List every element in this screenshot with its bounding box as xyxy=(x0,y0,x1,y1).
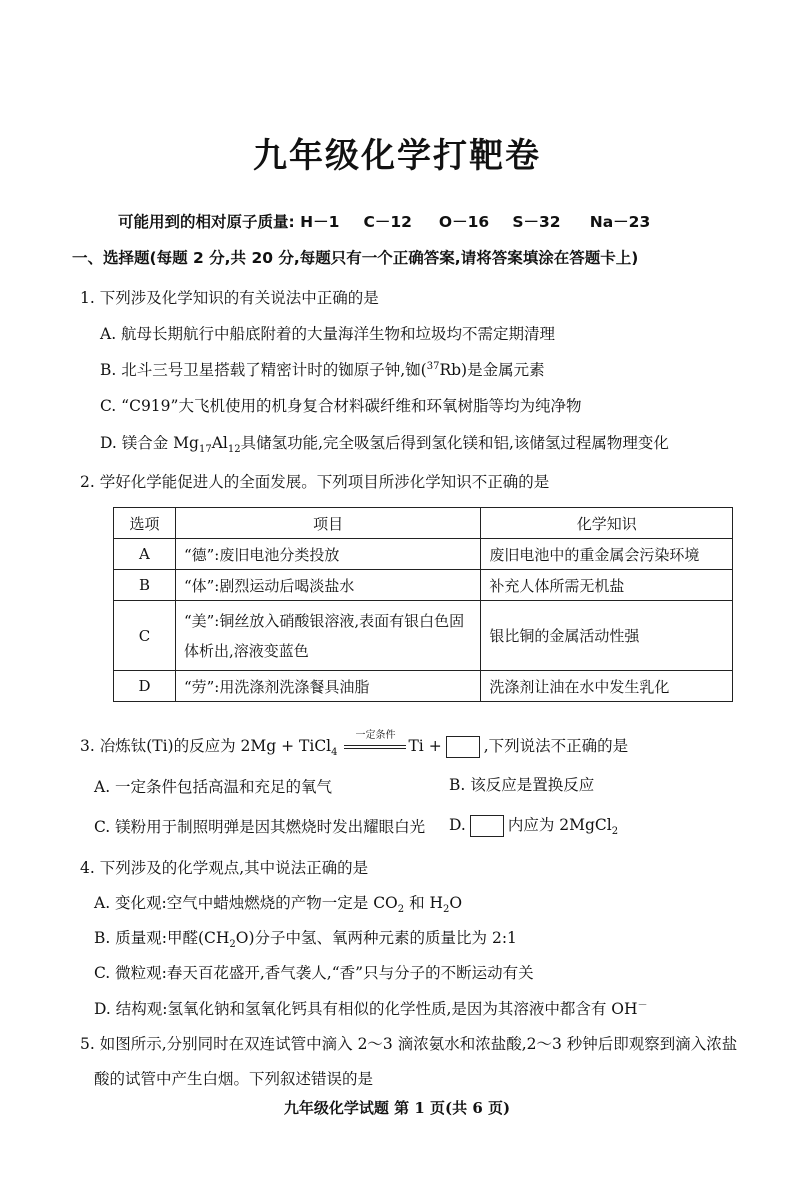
question-3-stem: 3. 冶炼钛(Ti)的反应为 2Mg + TiCl$_4$ 一定条件 Ti + ,下列说法不正确的是 xyxy=(80,730,629,759)
table-cell-option: A xyxy=(114,539,176,570)
table-header: 选项 xyxy=(114,508,176,539)
atomic-mass-item: C－12 xyxy=(363,213,412,231)
question-3-option-b: B. 该反应是置换反应 xyxy=(449,776,595,794)
section-heading: 一、选择题(每题 2 分,共 20 分,每题只有一个正确答案,请将答案填涂在答题卡上) xyxy=(72,249,639,267)
table-row xyxy=(114,671,733,702)
question-4-option-b: B. 质量观:甲醛$(CH_2O)$分子中氢、氧两种元素的质量比为 2:1 xyxy=(94,929,517,951)
atomic-masses xyxy=(118,210,650,232)
question-1-option-a: A. 航母长期航行中船底附着的大量海洋生物和垃圾均不需定期清理 xyxy=(100,325,556,343)
question-4-stem: 4. 下列涉及的化学观点,其中说法正确的是 xyxy=(80,859,369,877)
table-header: 化学知识 xyxy=(481,508,733,539)
table-cell-knowledge: 补充人体所需无机盐 xyxy=(481,570,733,601)
table-cell-knowledge: 银比铜的金属活动性强 xyxy=(481,601,733,671)
page-footer: 九年级化学试题 第 1 页(共 6 页) xyxy=(283,1099,511,1117)
question-3-option-a: A. 一定条件包括高温和充足的氧气 xyxy=(94,778,333,796)
question-3-option-d: D. 内应为 2MgCl$_2$ xyxy=(449,816,619,838)
table-cell-option: B xyxy=(114,570,176,601)
table-row xyxy=(114,601,733,671)
question-4-option-d: D. 结构观:氢氧化钠和氢氧化钙具有相似的化学性质,是因为其溶液中都含有 OH－ xyxy=(94,1000,648,1019)
question-4-option-c: C. 微粒观:春天百花盛开,香气袭人,“香”只与分子的不断运动有关 xyxy=(94,964,534,982)
table-cell-item: “劳”:用洗涤剂洗涤餐具油脂 xyxy=(175,671,480,702)
table-cell-option: D xyxy=(114,671,176,702)
atomic-mass-item: S－32 xyxy=(512,213,561,231)
table-header: 项目 xyxy=(175,508,480,539)
atomic-mass-item: O－16 xyxy=(438,213,490,231)
blank-box xyxy=(446,736,480,758)
atomic-masses-label: 可能用到的相对原子质量: xyxy=(118,213,295,231)
reaction-arrow: 一定条件 xyxy=(344,738,406,756)
page-title: 九年级化学打靶卷 xyxy=(253,136,541,176)
question-4-option-a: A. 变化观:空气中蜡烛燃烧的产物一定是 $CO_2$ 和 $H_2O$ xyxy=(94,894,463,916)
question-2-table xyxy=(113,507,733,702)
question-1-option-c: C. “C919”大飞机使用的机身复合材料碳纤维和环氧树脂等均为纯净物 xyxy=(100,397,582,415)
question-1-option-b: B. 北斗三号卫星搭载了精密计时的铷原子钟,铷($^{37}$Rb)是金属元素 xyxy=(100,360,545,379)
atomic-mass-item: H－1 xyxy=(300,213,340,231)
table-header-row xyxy=(114,508,733,539)
table-row xyxy=(114,570,733,601)
table-cell-item: “美”:铜丝放入硝酸银溶液,表面有银白色固体析出,溶液变蓝色 xyxy=(175,601,480,671)
table-cell-knowledge: 废旧电池中的重金属会污染环境 xyxy=(481,539,733,570)
blank-box xyxy=(470,815,504,837)
table-cell-item: “德”:废旧电池分类投放 xyxy=(175,539,480,570)
question-1-stem: 1. 下列涉及化学知识的有关说法中正确的是 xyxy=(80,289,379,307)
question-5-line-2: 酸的试管中产生白烟。下列叙述错误的是 xyxy=(94,1070,374,1088)
table-cell-item: “体”:剧烈运动后喝淡盐水 xyxy=(175,570,480,601)
question-2-stem: 2. 学好化学能促进人的全面发展。下列项目所涉化学知识不正确的是 xyxy=(80,473,550,491)
atomic-mass-item: Na－23 xyxy=(589,213,651,231)
table-cell-knowledge: 洗涤剂让油在水中发生乳化 xyxy=(481,671,733,702)
question-3-option-c: C. 镁粉用于制照明弹是因其燃烧时发出耀眼白光 xyxy=(94,818,426,836)
question-1-option-d: D. 镁合金 $Mg_{17}Al_{12}$具储氢功能,完全吸氢后得到氢化镁和铝,该储氢过程属物理变化 xyxy=(100,434,669,456)
question-5-line-1: 5. 如图所示,分别同时在双连试管中滴入 2～3 滴浓氨水和浓盐酸,2～3 秒钟后即观察到滴入浓盐 xyxy=(80,1035,738,1053)
table-cell-option: C xyxy=(114,601,176,671)
table-row xyxy=(114,539,733,570)
